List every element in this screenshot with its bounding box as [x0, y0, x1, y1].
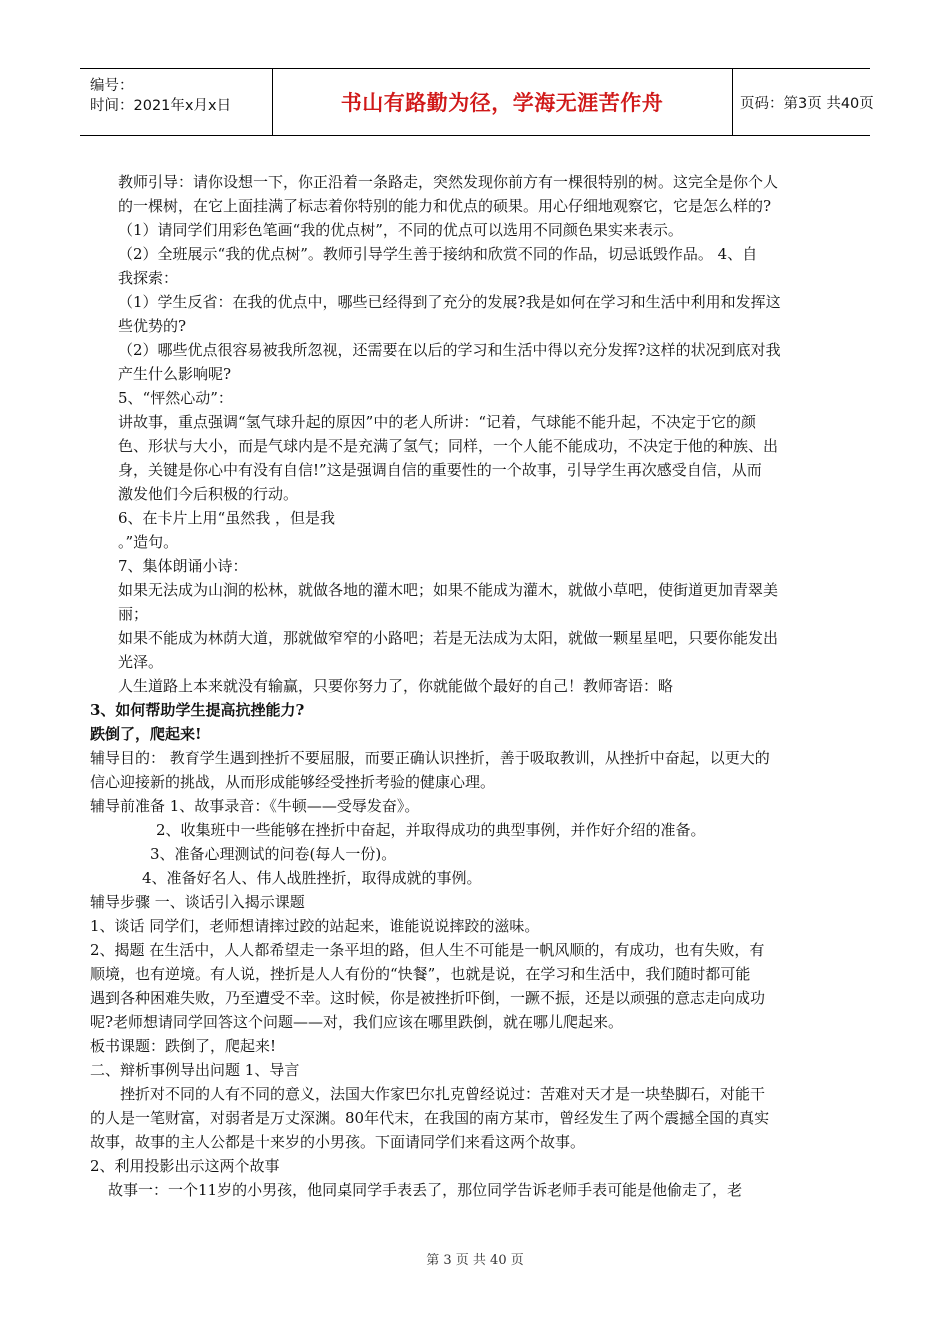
body-line: 光泽。: [118, 653, 164, 671]
body-line: 如果不能成为林荫大道，那就做窄窄的小路吧；若是无法成为太阳，就做一颗星星吧，只要你能发出: [118, 629, 779, 647]
body-line: 辅导目的： 教育学生遇到挫折不要屈服，而要正确认识挫折，善于吸取教训，从挫折中奋起，以更大的: [90, 749, 770, 767]
section-heading: 3、如何帮助学生提高抗挫能力?: [90, 701, 305, 719]
body-line: 板书课题：跌倒了，爬起来!: [90, 1037, 277, 1055]
body-line: 信心迎接新的挑战，从而形成能够经受挫折考验的健康心理。: [90, 773, 496, 791]
body-line: 2、收集班中一些能够在挫折中奋起，并取得成功的典型事例，并作好介绍的准备。: [156, 821, 706, 839]
page-footer: 第 3 页 共 40 页: [426, 1253, 524, 1268]
body-line: （1）学生反省：在我的优点中，哪些已经得到了充分的发展?我是如何在学习和生活中利用和发挥这: [118, 293, 781, 311]
body-line: 挫折对不同的人有不同的意义，法国大作家巴尔扎克曾经说过：苦难对天才是一块垫脚石，对能干: [120, 1085, 766, 1103]
body-line: 呢?老师想请同学回答这个问题——对，我们应该在哪里跌倒，就在哪儿爬起来。: [90, 1013, 624, 1031]
body-line: 人生道路上本来就没有输赢，只要你努力了，你就能做个最好的自己！教师寄语：略: [118, 677, 674, 695]
body-line: 4、准备好名人、伟人战胜挫折，取得成就的事例。: [142, 869, 482, 887]
body-line: 的人是一笔财富，对弱者是万丈深渊。80年代末，在我国的南方某市，曾经发生了两个震撼全国的真实: [90, 1109, 770, 1127]
document-body: [90, 170, 858, 1202]
body-line: 二、辩析事例导出问题 1、导言: [90, 1061, 300, 1079]
body-line: 3、准备心理测试的问卷(每人一份)。: [150, 845, 397, 863]
body-line: 教师引导：请你设想一下，你正沿着一条路走，突然发现你前方有一棵很特别的树。这完全是你个人: [118, 173, 779, 191]
body-line: 产生什么影响呢?: [118, 365, 232, 383]
document-number-label: 编号：: [90, 78, 134, 94]
header-meta-cell: [80, 69, 273, 135]
body-line: （2）哪些优点很容易被我所忽视，还需要在以后的学习和生活中得以充分发挥?这样的状况到底对我: [118, 341, 781, 359]
body-line: （1）请同学们用彩色笔画“我的优点树”，不同的优点可以选用不同颜色果实来表示。: [118, 221, 683, 239]
body-line: 讲故事，重点强调“氢气球升起的原因”中的老人所讲：“记着，气球能不能升起，不决定于它的颜: [118, 413, 757, 431]
body-line: 色、形状与大小，而是气球内是不是充满了氢气；同样，一个人能不能成功，不决定于他的种族、出: [118, 437, 779, 455]
body-line: 7、集体朗诵小诗：: [118, 557, 248, 575]
body-line: 激发他们今后积极的行动。: [118, 485, 299, 503]
body-line: 遇到各种困难失败，乃至遭受不幸。这时候，你是被挫折吓倒，一蹶不振，还是以顽强的意志走向成功: [90, 989, 766, 1007]
body-line: 身，关键是你心中有没有自信!”这是强调自信的重要性的一个故事，引导学生再次感受自信，从而: [118, 461, 762, 479]
header-page-info: 页码：第3页 共40页: [740, 95, 874, 112]
body-line: 6、在卡片上用“虽然我 ，但是我: [118, 509, 335, 527]
body-line: 如果无法成为山涧的松林，就做各地的灌木吧；如果不能成为灌木，就做小草吧，使街道更加青翠美: [118, 581, 779, 599]
section-heading: 跌倒了，爬起来!: [90, 725, 202, 743]
body-line: 故事一：一个11岁的小男孩，他同桌同学手表丢了，那位同学告诉老师手表可能是他偷走了，老: [108, 1181, 743, 1199]
body-line: 些优势的?: [118, 317, 187, 335]
body-line: 2、利用投影出示这两个故事: [90, 1157, 280, 1175]
header-motto: 书山有路勤为径，学海无涯苦作舟: [340, 91, 664, 115]
body-line: 丽；: [118, 605, 149, 623]
body-line: 的一棵树，在它上面挂满了标志着你特别的能力和优点的硕果。用心仔细地观察它，它是怎么样的?: [118, 197, 772, 215]
body-line: 辅导前准备 1、故事录音：《牛顿——受辱发奋》。: [90, 797, 420, 815]
body-line: 。”造句。: [118, 533, 179, 551]
body-line: 辅导步骤 一、谈话引入揭示课题: [90, 893, 305, 911]
body-line: （2）全班展示“我的优点树”。教师引导学生善于接纳和欣赏不同的作品，切忌诋毁作品。 4、自: [118, 245, 758, 263]
body-line: 5、“怦然心动”：: [118, 389, 233, 407]
body-line: 我探索：: [118, 269, 179, 287]
header-motto-cell: [272, 69, 733, 135]
body-line: 顺境，也有逆境。有人说，挫折是人人有份的“快餐”，也就是说，在学习和生活中，我们随时都可能: [90, 965, 751, 983]
page-header: [80, 68, 874, 136]
body-line: 故事，故事的主人公都是十来岁的小男孩。下面请同学们来看这两个故事。: [90, 1133, 586, 1151]
header-page-cell: [732, 69, 874, 135]
body-line: 2、揭题 在生活中，人人都希望走一条平坦的路，但人生不可能是一帆风顺的，有成功，也有失败，有: [90, 941, 765, 959]
document-date: 时间：2021年x月x日: [90, 98, 232, 114]
body-line: 1、谈话 同学们，老师想请摔过跤的站起来，谁能说说摔跤的滋味。: [90, 917, 540, 935]
